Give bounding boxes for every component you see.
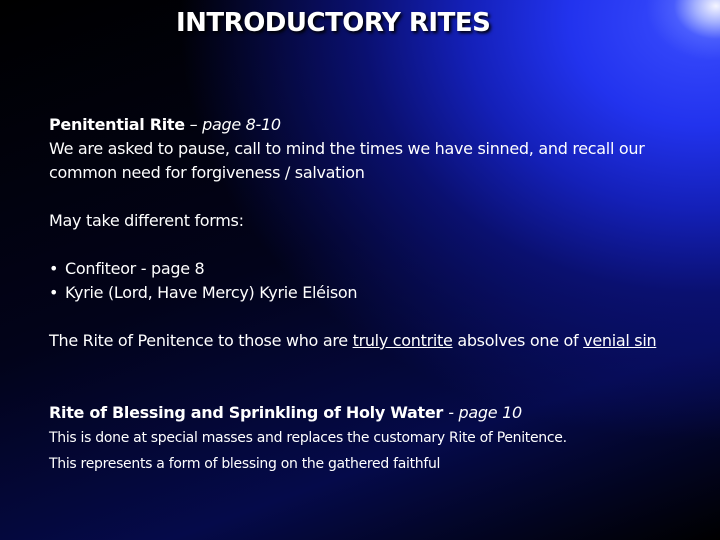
blessing-title: Rite of Blessing and Sprinkling of Holy Water: [49, 403, 449, 422]
penitential-rite-description: We are asked to pause, call to mind the times we have sinned, and recall our common need for forgiveness / salvation: [49, 139, 645, 182]
list-item: [49, 281, 689, 305]
list-item-text: Kyrie (Lord, Have Mercy) Kyrie Eléison: [65, 283, 358, 302]
penitential-rite-heading: [49, 113, 689, 137]
penitential-rite-title: Penitential Rite: [49, 115, 185, 134]
bullet-icon: •: [49, 283, 59, 302]
penitence-prefix: The Rite of Penitence to those who are: [49, 331, 353, 350]
forms-list: [49, 257, 689, 305]
slide-title: INTRODUCTORY RITES: [176, 8, 491, 38]
blessing-heading: [49, 401, 689, 425]
corner-light-flare: [640, 0, 720, 60]
venial-sin-text: venial sin: [583, 331, 657, 350]
forms-intro: May take different forms:: [49, 211, 244, 230]
list-item: [49, 257, 689, 281]
blessing-line-1: This is done at special masses and replaces the customary Rite of Penitence.: [49, 430, 567, 446]
blessing-line-2: This represents a form of blessing on the gathered faithful: [49, 456, 441, 472]
bullet-icon: •: [49, 259, 59, 278]
penitential-rite-page-ref: – page 8-10: [184, 115, 281, 134]
truly-contrite-text: truly contrite: [352, 331, 453, 350]
list-item-text: Confiteor - page 8: [65, 259, 205, 278]
penitence-middle: absolves one of: [452, 331, 584, 350]
slide-content: [49, 113, 689, 477]
penitence-statement: [49, 329, 689, 353]
blessing-page-ref: - page 10: [448, 403, 522, 422]
